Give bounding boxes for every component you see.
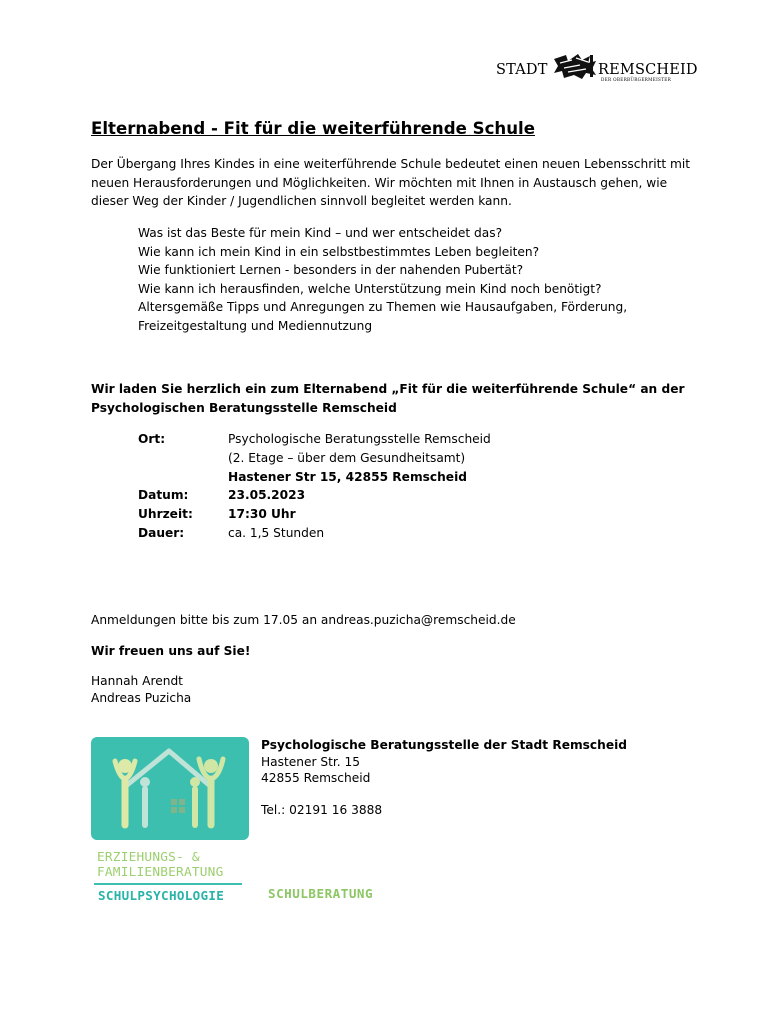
detail-row-ort-address <box>138 468 491 487</box>
question-item: Wie kann ich herausfinden, welche Unterstützung mein Kind noch benötigt? <box>138 281 602 296</box>
detail-label: Dauer: <box>138 525 185 540</box>
question-item: Was ist das Beste für mein Kind – und wer entscheidet das? <box>138 226 503 240</box>
detail-label: Ort: <box>138 432 166 446</box>
logo-text-line: FAMILIENBERATUNG <box>97 865 224 880</box>
detail-row-ort-floor <box>138 449 491 468</box>
signatory-name: Hannah Arendt <box>91 674 183 688</box>
logo-text-schulpsychologie: SCHULPSYCHOLOGIE <box>98 888 225 903</box>
closing-greeting: Wir freuen uns auf Sie! <box>91 644 251 658</box>
question-item: Wie funktioniert Lernen - besonders in der nahenden Pubertät? <box>138 263 524 277</box>
detail-row-datum <box>138 486 491 505</box>
detail-row-dauer <box>138 524 491 543</box>
signatory-name: Andreas Puzicha <box>91 691 192 705</box>
contact-street: Hastener Str. 15 <box>261 754 361 769</box>
signatories <box>91 673 191 707</box>
logo-text-line: ERZIEHUNGS- & <box>97 850 200 865</box>
detail-label: Datum: <box>138 488 189 503</box>
question-list <box>138 224 627 335</box>
invitation-line: Wir laden Sie herzlich ein zum Elternabend „Fit für die weiterführende Schule“ an der <box>91 382 685 396</box>
city-logo-text-right: REMSCHEID <box>598 62 698 78</box>
contact-block <box>261 737 627 818</box>
intro-line: dieser Weg der Kinder / Jugendlichen sinnvoll begleitet werden kann. <box>91 194 512 208</box>
detail-row-uhrzeit <box>138 505 491 524</box>
city-crest-icon <box>552 51 598 81</box>
question-item: Altersgemäße Tipps und Anregungen zu Themen wie Hausaufgaben, Förderung, <box>138 300 628 314</box>
intro-line: Der Übergang Ihres Kindes in eine weiterführende Schule bedeutet einen neuen Lebensschritt mit <box>91 157 691 171</box>
city-logo-subtitle: DER OBERBÜRGERMEISTER <box>601 77 672 82</box>
counseling-logo <box>91 737 249 840</box>
city-logo-text-left: STADT <box>496 62 548 78</box>
logo-text-schulberatung: SCHULBERATUNG <box>268 886 374 901</box>
contact-city: 42855 Remscheid <box>261 771 371 785</box>
detail-value: Hastener Str 15, 42855 Remscheid <box>228 469 467 484</box>
logo-text-erziehungsberatung <box>97 850 223 880</box>
logo-divider <box>94 883 242 885</box>
registration-note: Anmeldungen bitte bis zum 17.05 an andreas.puzicha@remscheid.de <box>91 613 516 627</box>
event-details <box>138 430 491 543</box>
invitation-line: Psychologischen Beratungsstelle Remscheid <box>91 400 397 415</box>
detail-value: (2. Etage – über dem Gesundheitsamt) <box>228 450 466 465</box>
detail-row-ort <box>138 430 491 449</box>
contact-phone: Tel.: 02191 16 3888 <box>261 802 383 817</box>
invitation-paragraph <box>91 380 684 417</box>
question-item: Freizeitgestaltung und Mediennutzung <box>138 318 373 333</box>
intro-line: neuen Herausforderungen und Möglichkeiten. Wir möchten mit Ihnen in Austausch gehen, wie <box>91 175 668 190</box>
detail-value: ca. 1,5 Stunden <box>228 525 325 540</box>
question-item: Wie kann ich mein Kind in ein selbstbestimmtes Leben begleiten? <box>138 244 540 259</box>
detail-label: Uhrzeit: <box>138 507 193 522</box>
contact-organization: Psychologische Beratungsstelle der Stadt Remscheid <box>261 738 627 752</box>
document-title: Elternabend - Fit für die weiterführende Schule <box>91 119 535 138</box>
intro-paragraph <box>91 155 690 211</box>
family-house-icon <box>91 737 249 840</box>
detail-value: 17:30 Uhr <box>228 507 296 522</box>
detail-value: Psychologische Beratungsstelle Remscheid <box>228 432 491 446</box>
detail-value: 23.05.2023 <box>228 488 306 503</box>
